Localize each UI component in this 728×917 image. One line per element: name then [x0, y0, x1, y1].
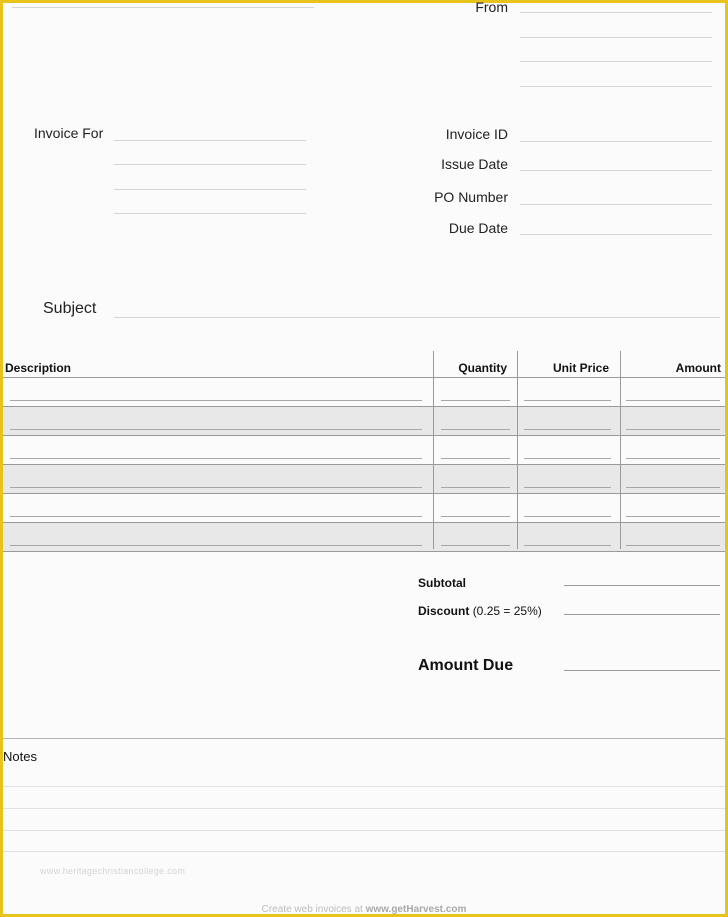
invoice-for-line-4[interactable] [114, 213, 306, 214]
company-line[interactable] [12, 7, 314, 8]
discount-note: (0.25 = 25%) [472, 604, 542, 618]
footer [0, 904, 728, 915]
notes-line-4[interactable] [3, 851, 725, 852]
unit-price-cell[interactable] [524, 545, 611, 546]
col-unit-price-header: Unit Price [552, 361, 609, 375]
notes-label: Notes [3, 749, 37, 764]
amount-cell[interactable] [626, 429, 720, 430]
from-label: From [475, 0, 508, 15]
quantity-cell[interactable] [441, 487, 510, 488]
from-field-line-1[interactable] [520, 12, 712, 13]
subject-field[interactable] [114, 317, 720, 318]
unit-price-cell[interactable] [524, 487, 611, 488]
notes-line-1[interactable] [3, 786, 725, 787]
invoice-for-line-3[interactable] [114, 189, 306, 190]
unit-price-cell[interactable] [524, 458, 611, 459]
amount-cell[interactable] [626, 545, 720, 546]
from-field-line-2[interactable] [520, 37, 712, 38]
po-number-field[interactable] [520, 204, 712, 205]
notes-line-3[interactable] [3, 830, 725, 831]
amount-due-field[interactable] [564, 670, 720, 671]
from-field-line-3[interactable] [520, 61, 712, 62]
line-items-table [3, 351, 725, 552]
invoice-for-label: Invoice For [34, 125, 104, 141]
description-cell[interactable] [10, 458, 422, 459]
table-row [3, 407, 725, 436]
amount-cell[interactable] [626, 487, 720, 488]
table-header [3, 351, 725, 378]
description-cell[interactable] [10, 545, 422, 546]
po-number-label: PO Number [434, 189, 508, 205]
table-row [3, 378, 725, 407]
col-quantity-header: Quantity [458, 361, 507, 375]
subtotal-label: Subtotal [418, 576, 466, 590]
issue-date-label: Issue Date [441, 156, 508, 172]
quantity-cell[interactable] [441, 545, 510, 546]
column-divider [517, 351, 518, 549]
description-cell[interactable] [10, 487, 422, 488]
table-row [3, 523, 725, 552]
col-amount-header: Amount [675, 361, 721, 375]
invoice-for-line-1[interactable] [114, 140, 306, 141]
amount-due-label: Amount Due [418, 657, 514, 674]
issue-date-field[interactable] [520, 170, 712, 171]
discount-label-text: Discount [418, 604, 470, 618]
discount-field[interactable] [564, 614, 720, 615]
quantity-cell[interactable] [441, 458, 510, 459]
description-cell[interactable] [10, 516, 422, 517]
due-date-field[interactable] [520, 234, 712, 235]
footer-prefix: Create web invoices at [261, 904, 366, 915]
unit-price-cell[interactable] [524, 516, 611, 517]
discount-label [418, 604, 542, 618]
invoice-for-line-2[interactable] [114, 164, 306, 165]
table-row [3, 436, 725, 465]
from-field-line-4[interactable] [520, 86, 712, 87]
quantity-cell[interactable] [441, 429, 510, 430]
col-description-header: Description [5, 361, 72, 375]
invoice-id-label: Invoice ID [445, 126, 508, 142]
column-divider [433, 351, 434, 549]
watermark-text: www.heritagechristiancollege.com [40, 866, 186, 876]
description-cell[interactable] [10, 400, 422, 401]
amount-cell[interactable] [626, 400, 720, 401]
quantity-cell[interactable] [441, 516, 510, 517]
invoice-id-field[interactable] [520, 141, 712, 142]
description-cell[interactable] [10, 429, 422, 430]
unit-price-cell[interactable] [524, 429, 611, 430]
column-divider [620, 351, 621, 549]
notes-divider [3, 738, 725, 739]
quantity-cell[interactable] [441, 400, 510, 401]
notes-line-2[interactable] [3, 808, 725, 809]
footer-site-link[interactable]: www.getHarvest.com [365, 904, 467, 915]
amount-cell[interactable] [626, 458, 720, 459]
subject-label: Subject [43, 300, 97, 317]
amount-cell[interactable] [626, 516, 720, 517]
table-row [3, 465, 725, 494]
subtotal-field[interactable] [564, 585, 720, 586]
due-date-label: Due Date [448, 220, 508, 236]
unit-price-cell[interactable] [524, 400, 611, 401]
table-row [3, 494, 725, 523]
